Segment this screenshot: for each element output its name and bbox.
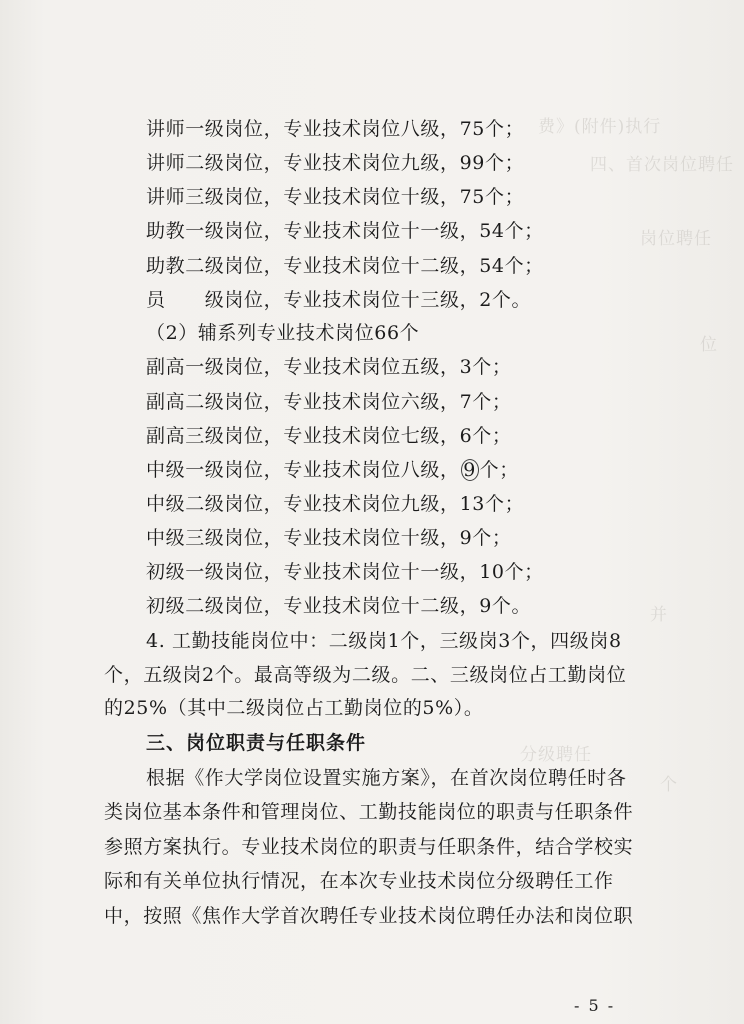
- list-item: 副高一级岗位，专业技术岗位五级，3个；: [146, 356, 512, 378]
- paragraph-line: 根据《作大学岗位设置实施方案》，在首次岗位聘任时各: [146, 767, 627, 789]
- paragraph-line: 类岗位基本条件和管理岗位、工勤技能岗位的职责与任职条件: [104, 801, 634, 823]
- paragraph-line: 际和有关单位执行情况，在本次专业技术岗位分级聘任工作: [104, 870, 614, 892]
- bleed-through-text: 岗位聘任: [640, 229, 712, 249]
- list-item: 副高三级岗位，专业技术岗位七级，6个；: [146, 425, 512, 447]
- list-item: 助教一级岗位，专业技术岗位十一级，54个；: [146, 220, 544, 242]
- list-item: 讲师三级岗位，专业技术岗位十级，75个；: [146, 186, 525, 208]
- paragraph-line: 的25%（其中二级岗位占工勤岗位的5%）。: [104, 697, 484, 719]
- page-number: - 5 -: [574, 996, 616, 1015]
- section-heading: 三、岗位职责与任职条件: [146, 732, 367, 754]
- list-item: 讲师二级岗位，专业技术岗位九级，99个；: [146, 152, 525, 174]
- list-item: 中级二级岗位，专业技术岗位九级，13个；: [146, 493, 525, 515]
- list-item-text: 个；: [479, 459, 519, 481]
- list-item: 讲师一级岗位，专业技术岗位八级，75个；: [146, 118, 525, 140]
- list-item: [146, 455, 519, 482]
- bleed-through-text: 分级聘任: [520, 745, 592, 765]
- bleed-through-text: 费》(附件)执行: [538, 117, 662, 137]
- bleed-through-text: 并: [650, 605, 668, 625]
- paragraph-line: 中，按照《焦作大学首次聘任专业技术岗位聘任办法和岗位职: [104, 905, 634, 927]
- paragraph-line: 参照方案执行。专业技术岗位的职责与任职条件，结合学校实: [104, 836, 634, 858]
- list-item: 中级三级岗位，专业技术岗位十级，9个；: [146, 527, 512, 549]
- paragraph-line: 4. 工勤技能岗位中：二级岗1个，三级岗3个，四级岗8: [146, 630, 622, 652]
- list-item: 副高二级岗位，专业技术岗位六级，7个；: [146, 391, 512, 413]
- bleed-through-text: 位: [700, 335, 718, 355]
- list-item: 员 级岗位，专业技术岗位十三级，2个。: [146, 289, 532, 311]
- list-item: 助教二级岗位，专业技术岗位十二级，54个；: [146, 255, 544, 277]
- paragraph-line: 个，五级岗2个。最高等级为二级。二、三级岗位占工勤岗位: [104, 664, 627, 686]
- list-item: 初级二级岗位，专业技术岗位十二级，9个。: [146, 595, 532, 617]
- list-item: 初级一级岗位，专业技术岗位十一级，10个；: [146, 561, 544, 583]
- subsection-heading: （2）辅系列专业技术岗位66个: [146, 322, 420, 344]
- bleed-through-text: 个: [660, 775, 678, 795]
- bleed-through-text: 四、首次岗位聘任: [590, 155, 734, 175]
- circled-number: 9: [461, 459, 479, 481]
- list-item-text: 中级一级岗位，专业技术岗位八级，: [146, 459, 460, 481]
